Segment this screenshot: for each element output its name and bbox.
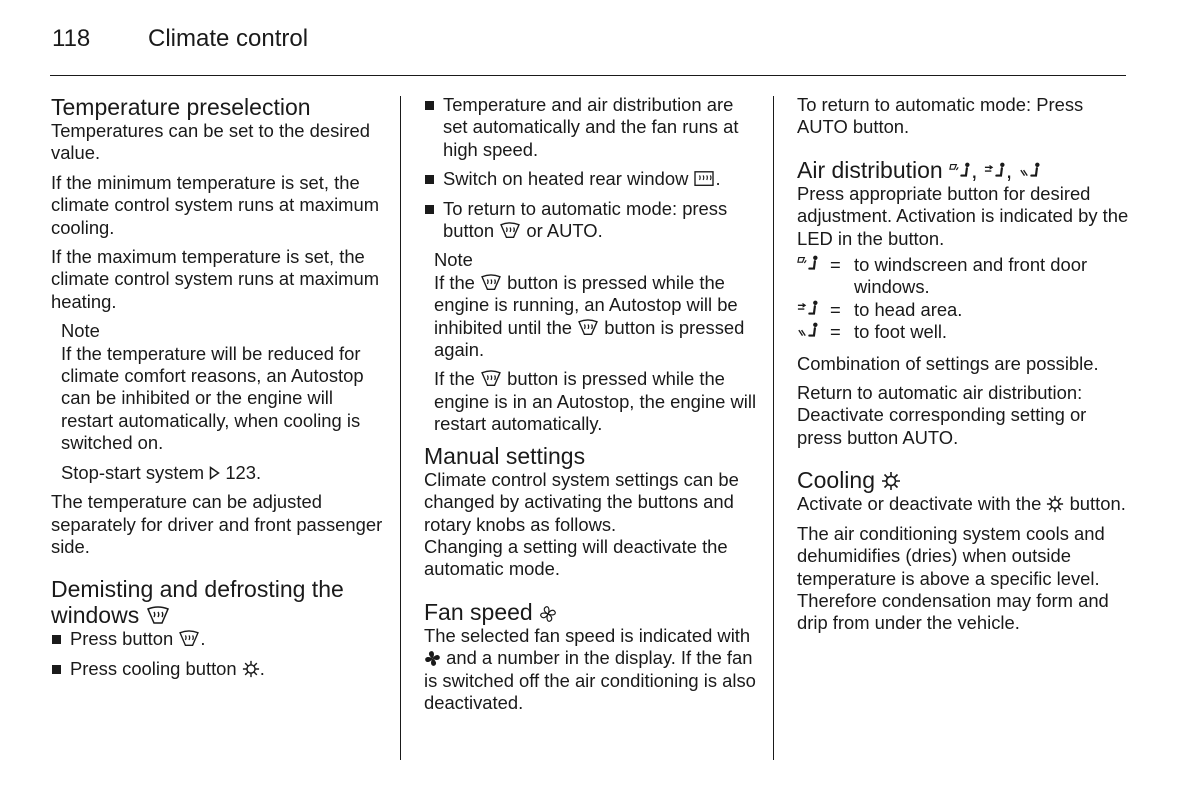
temperature-preselection-heading: Temperature preselection (51, 94, 311, 120)
paragraph: The air conditioning system cools and dehumidifies (dries) when outside temperature is above a specific level. Therefore condensation may form and drip from under the vehicle. (797, 522, 1109, 634)
page-number: 118 (52, 25, 91, 52)
head-airflow-icon (984, 161, 1006, 181)
snowflake-icon (1046, 495, 1064, 513)
list-item: Press cooling button . (51, 658, 385, 680)
note-text: If the button is pressed while the engine is running, an Autostop will be inhibited until the button is pressed again. (434, 271, 745, 361)
snowflake-icon (242, 660, 260, 678)
list-item: Temperature and air distribution are set automatically and the fan runs at high speed. (424, 94, 760, 161)
paragraph: Changing a setting will deactivate the automatic mode. (424, 535, 728, 580)
cross-reference-text: Stop-start system (61, 461, 205, 483)
demist-steps (51, 628, 385, 680)
manual-settings-heading: Manual settings (424, 442, 586, 469)
foot-airflow-icon (797, 321, 819, 341)
head-airflow-icon (797, 299, 819, 319)
windscreen-defrost-icon (480, 274, 502, 292)
note-text: If the button is pressed while the engine is in an Autostop, the engine will restart automatically. (434, 368, 757, 435)
paragraph: The temperature can be adjusted separately for driver and front passenger side. (51, 491, 383, 557)
note-box (434, 249, 760, 435)
equals-sign: = (830, 254, 841, 276)
table-cell: to head area. (854, 298, 963, 320)
table-row (797, 254, 1132, 299)
table-cell: to foot well. (854, 321, 948, 343)
header-rule (50, 75, 1126, 76)
windscreen-airflow-icon (949, 161, 971, 181)
windscreen-defrost-icon (499, 222, 521, 240)
equals-sign: = (830, 298, 841, 320)
table-row (797, 299, 1132, 321)
auto-keyword: AUTO (546, 220, 598, 242)
paragraph: To return to automatic mode: Press AUTO button. (797, 94, 1084, 138)
heated-rear-window-icon (693, 170, 715, 188)
cross-reference-page: 123. (225, 461, 262, 483)
paragraph: If the minimum temperature is set, the climate control system runs at maximum cooling. (51, 171, 380, 238)
paragraph: Combination of settings are possible. (797, 352, 1099, 374)
paragraph: Return to automatic air distribution: Deactivate corresponding setting or press button AUTO. (797, 382, 1087, 448)
fan-icon (539, 605, 557, 623)
page-reference-arrow-icon (209, 466, 220, 480)
table-row (797, 321, 1132, 343)
column-1 (51, 94, 385, 687)
note-box (61, 320, 385, 484)
snowflake-icon (881, 471, 901, 491)
note-label: Note (61, 320, 100, 342)
windscreen-defrost-icon (146, 606, 170, 626)
paragraph: Temperatures can be set to the desired value. (51, 120, 370, 164)
foot-airflow-icon (1019, 161, 1041, 181)
note-text: If the temperature will be reduced for climate comfort reasons, an Autostop can be inhibited or the engine will restart automatically, when cooling is switched on. (61, 342, 364, 454)
column-divider (773, 96, 774, 760)
cooling-heading: Cooling (797, 467, 1132, 493)
column-divider (400, 96, 401, 760)
cross-reference (61, 462, 385, 484)
demist-effects-list (424, 94, 760, 242)
air-distribution-heading: Air distribution , , (797, 157, 1132, 183)
windscreen-airflow-icon (797, 254, 819, 274)
paragraph: Activate or deactivate with the button. (797, 493, 1126, 515)
air-distribution-table (797, 254, 1132, 344)
fan-solid-icon (424, 650, 441, 667)
list-item: Press button . (51, 628, 385, 650)
chapter-title: Climate control (148, 25, 309, 52)
paragraph: Press appropriate button for desired adjustment. Activation is indicated by the LED in the button. (797, 182, 1129, 249)
windscreen-defrost-icon (178, 630, 200, 648)
table-cell: to windscreen and front door windows. (854, 254, 1088, 298)
note-label: Note (434, 249, 473, 271)
windscreen-defrost-icon (480, 370, 502, 388)
paragraph: Climate control system settings can be changed by activating the buttons and rotary knobs as follows. (424, 468, 739, 535)
list-item: Switch on heated rear window . (424, 168, 760, 190)
equals-sign: = (830, 321, 841, 343)
list-item: To return to automatic mode: press button or AUTO. (424, 198, 760, 243)
column-2 (424, 94, 760, 721)
paragraph: The selected fan speed is indicated with and a number in the display. If the fan is switched off the air conditioning is also deactivated. (424, 624, 756, 713)
demisting-heading: Demisting and defrosting the windows (51, 576, 344, 629)
auto-keyword: AUTO (797, 116, 848, 138)
fan-speed-heading: Fan speed (424, 599, 760, 625)
paragraph: If the maximum temperature is set, the climate control system runs at maximum heating. (51, 246, 380, 312)
column-3 (797, 94, 1132, 642)
auto-keyword: AUTO (902, 426, 954, 448)
windscreen-defrost-icon (577, 319, 599, 337)
